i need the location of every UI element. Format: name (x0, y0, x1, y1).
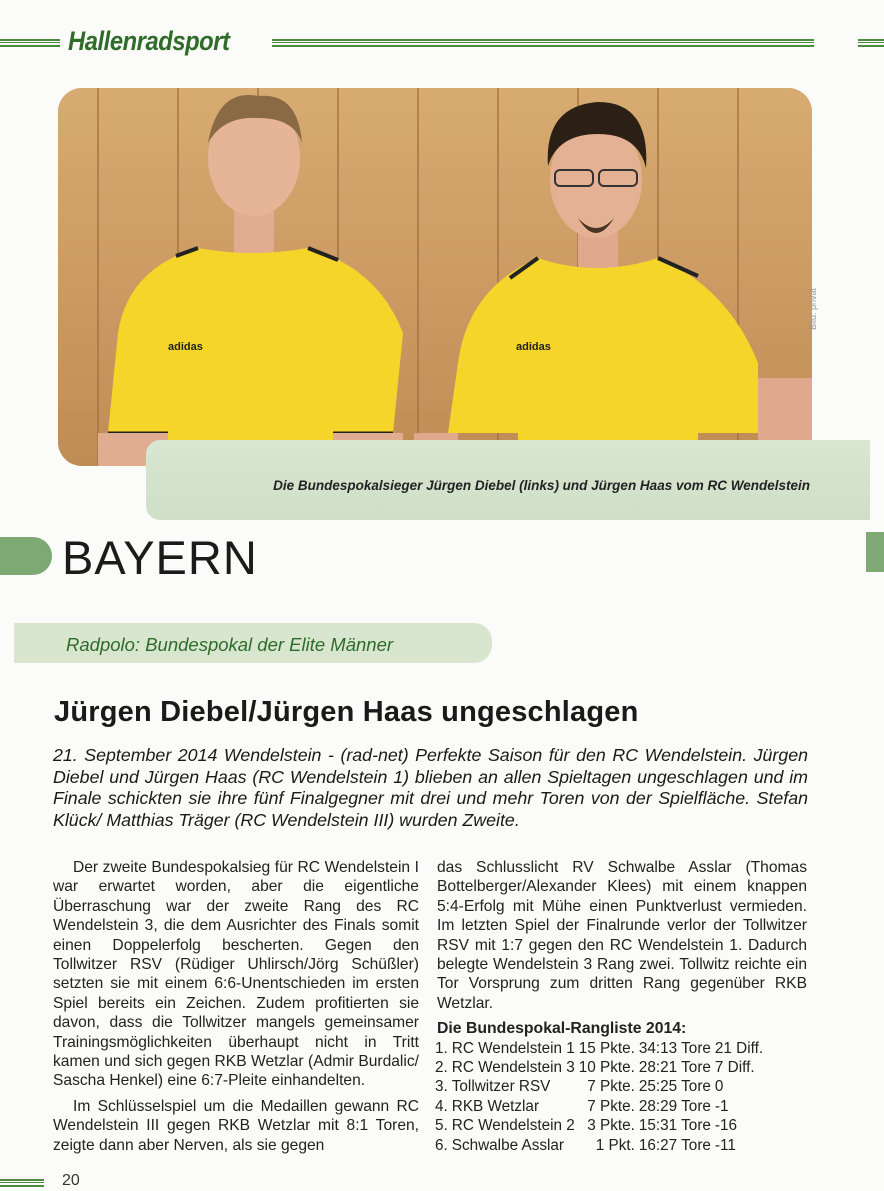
rank-points: 10 Pkte. (578, 1059, 635, 1077)
ranking-row (435, 1039, 767, 1058)
rank-goals: 28:29 Tore (638, 1097, 711, 1115)
rank-points: 15 Pkte. (578, 1039, 635, 1057)
ranking-row (435, 1136, 767, 1155)
rank-team: RC Wendelstein 3 (451, 1059, 575, 1077)
rank-team: Tollwitzer RSV (451, 1078, 551, 1096)
page-edge-tab (866, 532, 884, 572)
rank-goals: 34:13 Tore (638, 1039, 711, 1057)
ranking-row (435, 1097, 767, 1116)
article-lead: 21. September 2014 Wendelstein - (rad-net) Perfekte Saison für den RC Wendelstein. Jürgen Diebel und Jürgen Haas (RC Wendelstein 1) blieben an allen Spieltagen ungeschlagen und im Finale schickten sie ihre fünf Finalgegner mit drei und mehr Toren von der Spielfläche. Stefan Klück/ Matthias Träger (RC Wendelstein III) wurden Zweite. (53, 745, 808, 830)
rank-points: 3 Pkte. (587, 1117, 635, 1135)
rank-position: 2. (435, 1059, 448, 1077)
section-title: Hallenradsport (68, 26, 230, 56)
article-headline: Jürgen Diebel/Jürgen Haas ungeschlagen (54, 696, 639, 728)
ranking-row (435, 1058, 767, 1077)
rank-diff: 0 (714, 1078, 724, 1096)
rank-points: 1 Pkt. (595, 1136, 635, 1154)
rank-goals: 15:31 Tore (638, 1117, 711, 1135)
body-paragraph: das Schlusslicht RV Schwalbe Asslar (Thomas Bottelberger/Alexander Klees) mit einem knappen 5:4-Erfolg mit Mühe einen Punktverlust vermieden. Im letzten Spiel der Finalrunde verlor der Tollwitzer RSV mit 1:7 gegen den RC Wendelstein 1. Dadurch belegte Wendelstein 3 Rang zwei. Tollwitz reichte ein Tor Vorsprung zum dritten Rang gegenüber RKB Wetzlar. (437, 859, 807, 1012)
rank-team: RC Wendelstein 2 (451, 1117, 575, 1135)
rank-team: Schwalbe Asslar (451, 1136, 564, 1154)
rank-points: 7 Pkte. (587, 1078, 635, 1096)
body-paragraph: Im Schlüsselspiel um die Medaillen gewann RC Wendelstein III gegen RKB Wetzlar mit 8:1 Toren, zeigte dann aber Nerven, als sie gegen (53, 1097, 419, 1154)
rank-diff: -11 (714, 1136, 736, 1154)
rank-team: RKB Wetzlar (451, 1097, 540, 1115)
rank-position: 6. (435, 1136, 448, 1154)
rank-goals: 25:25 Tore (638, 1078, 711, 1096)
adidas-logo-right: adidas (516, 341, 551, 353)
rank-position: 1. (435, 1039, 448, 1057)
rank-diff: 21 Diff. (714, 1039, 764, 1057)
ranking-title: Die Bundespokal-Rangliste 2014: (437, 1020, 687, 1038)
rank-diff: 7 Diff. (714, 1059, 755, 1077)
body-paragraph: Der zweite Bundespokalsieg für RC Wendelstein I war erwartet worden, aber die eigentliche Überraschung war der zweite Rang des RC Wendelstein 3, die dem Ausrichter des Finals somit einen Doppelerfolg bescherten. Gegen den Tollwitzer RSV (Rüdiger Uhlirsch/Jörg Schüßler) setzten sie mit einem 6:6-Unentschieden im ersten Spiel bereits ein Zeichen. Zudem profitierten sie davon, dass die Tollwitzer mangels gemeinsamer Trainingsmöglichkeiten überhaupt nicht in Tritt kamen und sich gegen RKB Wetzlar (Admir Burdalic/ Sascha Henkel) eine 6:7-Pleite einhandelten. (53, 859, 419, 1090)
ranking-table (435, 1039, 767, 1155)
photo-credit: Bild: privat (808, 287, 818, 330)
article-subtitle: Radpolo: Bundespokal der Elite Männer (66, 634, 394, 655)
article-column-1 (53, 858, 419, 1155)
rank-team: RC Wendelstein 1 (451, 1039, 575, 1057)
ranking-row (435, 1116, 767, 1135)
adidas-logo-left: adidas (168, 341, 203, 353)
rank-goals: 16:27 Tore (638, 1136, 711, 1154)
rank-position: 5. (435, 1117, 448, 1135)
page-number: 20 (62, 1172, 80, 1189)
rank-diff: -1 (714, 1097, 729, 1115)
rank-points: 7 Pkte. (587, 1097, 635, 1115)
article-column-2 (437, 858, 807, 1155)
header-rule-right (272, 36, 814, 50)
rank-position: 3. (435, 1078, 448, 1096)
rank-goals: 28:21 Tore (638, 1059, 711, 1077)
rank-diff: -16 (714, 1117, 738, 1135)
footer-rule (0, 1176, 44, 1190)
header-rule-left (0, 36, 60, 50)
team-photo (58, 88, 812, 466)
ranking-row (435, 1077, 767, 1096)
region-heading: BAYERN (62, 531, 258, 584)
header-rule-far-right (858, 36, 884, 50)
photo-caption: Die Bundespokalsieger Jürgen Diebel (links) und Jürgen Haas vom RC Wendelstein (273, 478, 810, 493)
rank-position: 4. (435, 1097, 448, 1115)
region-tab (0, 537, 52, 575)
